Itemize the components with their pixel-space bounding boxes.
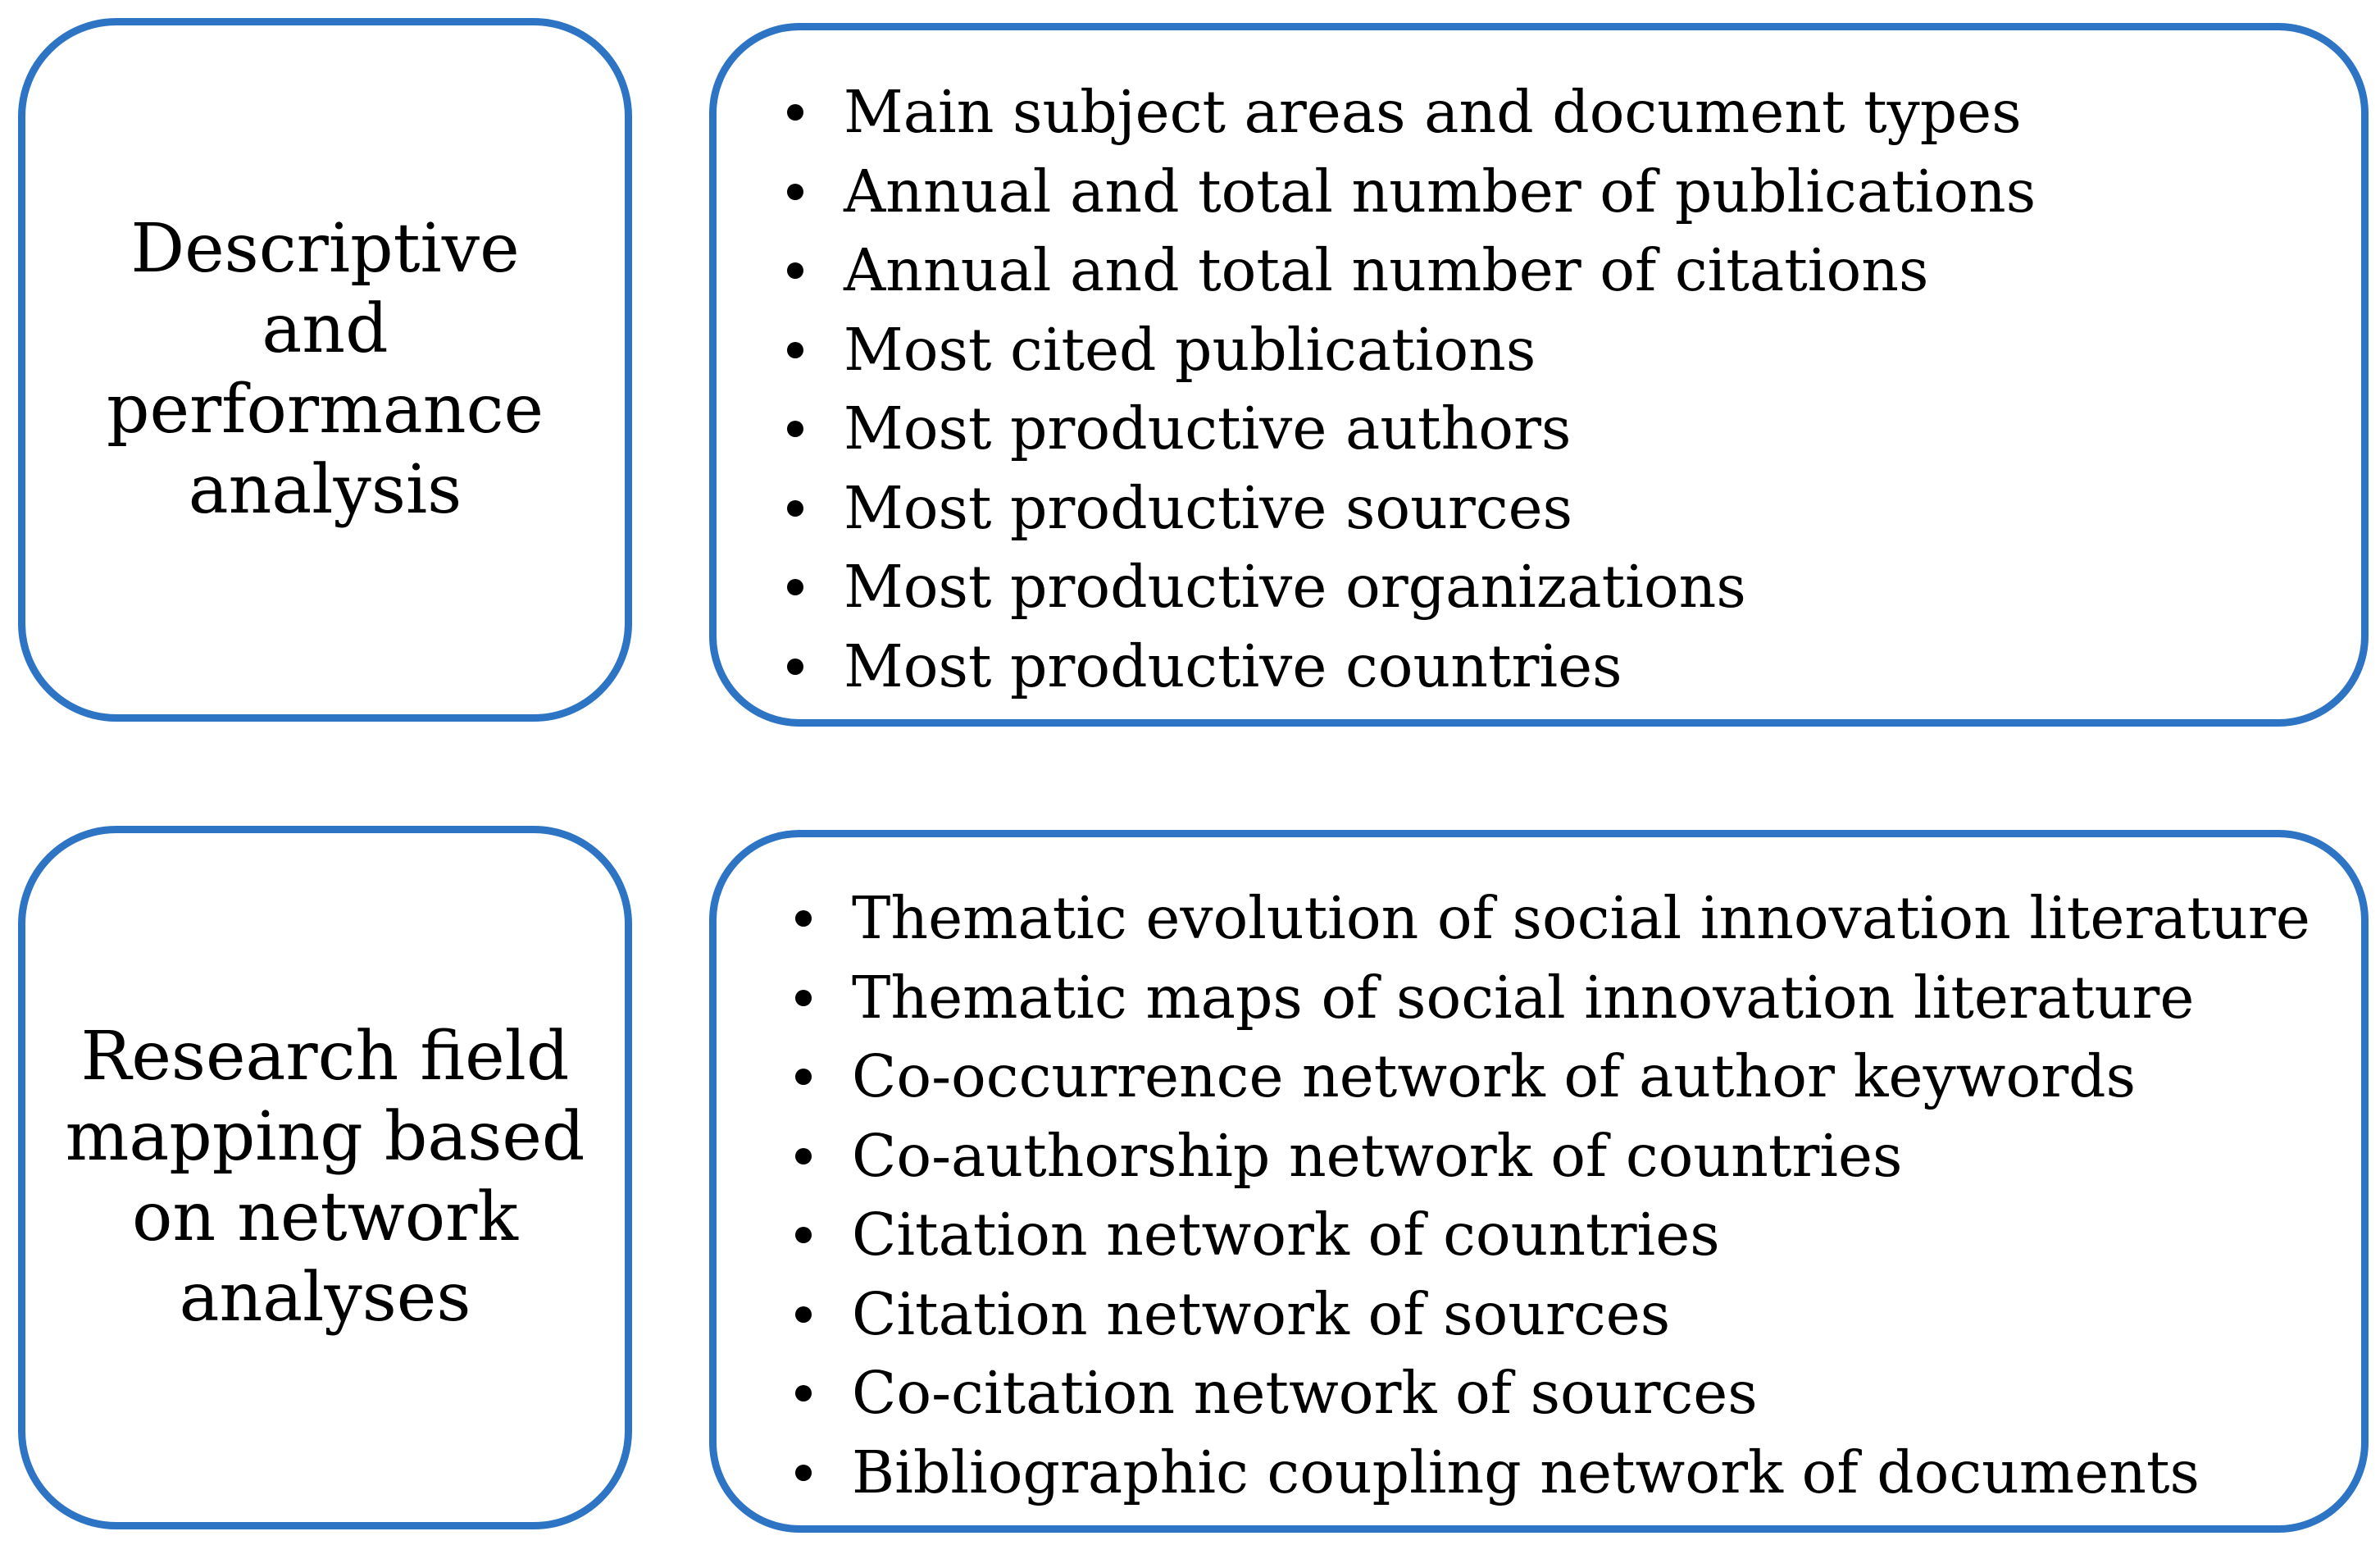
research-mapping-label <box>41 1017 610 1338</box>
list-item-text: Bibliographic coupling network of documents <box>852 1438 2200 1506</box>
list-item-text: Most productive authors <box>844 394 1572 463</box>
label-line: on network <box>132 1178 518 1256</box>
list-item-text: Most productive organizations <box>844 553 1746 621</box>
list-item <box>717 1354 2361 1433</box>
list-item-text: Main subject areas and document types <box>844 78 2022 146</box>
research-mapping-list <box>717 879 2361 1512</box>
list-item-text: Most cited publications <box>844 315 1536 384</box>
list-item <box>717 879 2361 959</box>
label-line: analysis <box>188 451 462 529</box>
list-item <box>717 548 2361 627</box>
list-item-text: Annual and total number of citations <box>844 236 1929 304</box>
bullet-icon <box>787 659 803 675</box>
label-line: Descriptive <box>130 210 520 288</box>
label-line: Research field <box>80 1018 570 1096</box>
list-item <box>717 469 2361 549</box>
list-item <box>717 231 2361 311</box>
list-item <box>717 153 2361 232</box>
list-item <box>717 959 2361 1038</box>
list-item-text: Citation network of countries <box>852 1201 1720 1269</box>
descriptive-performance-items-box <box>709 23 2369 727</box>
list-item <box>717 1196 2361 1275</box>
list-item-text: Thematic evolution of social innovation literature <box>852 884 2310 952</box>
list-item-text: Co-authorship network of countries <box>852 1121 1903 1190</box>
bullet-icon <box>795 990 812 1006</box>
list-item <box>717 627 2361 707</box>
list-item <box>717 311 2361 390</box>
list-item-text: Citation network of sources <box>852 1279 1671 1348</box>
bullet-icon <box>795 1465 812 1481</box>
bullet-icon <box>795 1385 812 1401</box>
list-item-text: Annual and total number of publications <box>844 157 2036 226</box>
list-item <box>717 390 2361 469</box>
list-item-text: Most productive sources <box>844 473 1573 542</box>
list-item-text: Most productive countries <box>844 631 1622 700</box>
bullet-icon <box>795 910 812 927</box>
list-item-text: Co-citation network of sources <box>852 1359 1758 1427</box>
bullet-icon <box>795 1148 812 1164</box>
list-item <box>717 1275 2361 1355</box>
label-line: analyses <box>179 1259 471 1337</box>
list-item-text: Thematic maps of social innovation literature <box>852 963 2195 1032</box>
list-item <box>717 73 2361 153</box>
bullet-icon <box>787 342 803 358</box>
list-item <box>717 1117 2361 1196</box>
bullet-icon <box>787 500 803 517</box>
list-item <box>717 1037 2361 1117</box>
descriptive-performance-list <box>717 73 2361 706</box>
bullet-icon <box>787 579 803 595</box>
label-line: mapping based <box>65 1098 585 1176</box>
descriptive-performance-label <box>82 209 568 531</box>
research-mapping-items-box <box>709 830 2369 1533</box>
bullet-icon <box>795 1306 812 1323</box>
bullet-icon <box>787 104 803 121</box>
bullet-icon <box>795 1227 812 1243</box>
list-item <box>717 1433 2361 1513</box>
bullet-icon <box>787 184 803 200</box>
bullet-icon <box>787 421 803 437</box>
label-line: and <box>262 290 389 368</box>
descriptive-performance-box <box>18 18 632 722</box>
bullet-icon <box>795 1069 812 1085</box>
research-mapping-box <box>18 826 632 1529</box>
label-line: performance <box>106 371 544 449</box>
bullet-icon <box>787 262 803 279</box>
list-item-text: Co-occurrence network of author keywords <box>852 1042 2137 1110</box>
